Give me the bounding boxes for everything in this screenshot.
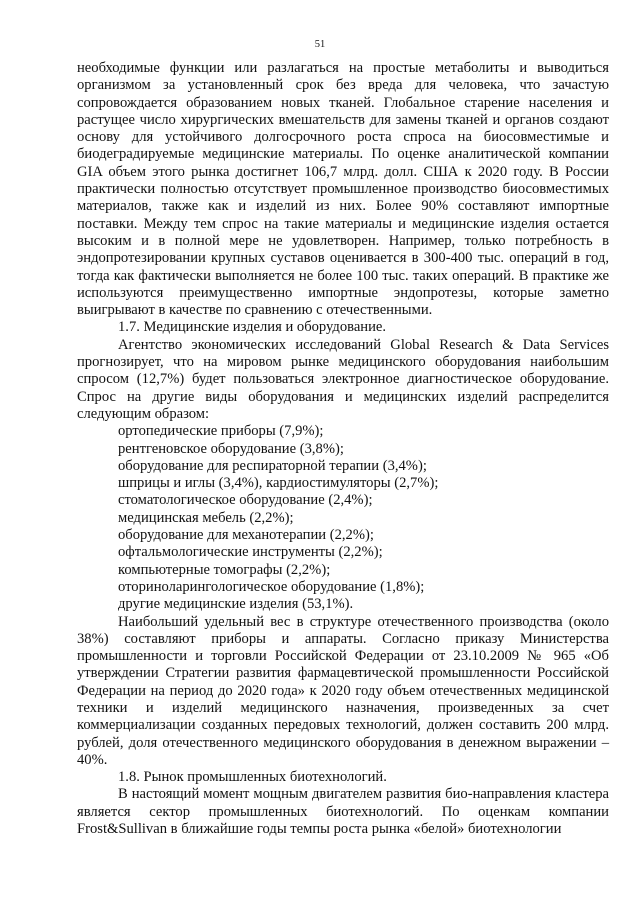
list-item: офтальмологические инструменты (2,2%); [118, 544, 383, 561]
list-item: оборудование для механотерапии (2,2%); [118, 527, 374, 544]
page-number: 51 [314, 39, 326, 50]
equipment-demand-list [77, 423, 609, 613]
list-item: оториноларингологическое оборудование (1,8%); [118, 578, 425, 595]
list-item: другие медицинские изделия (53,1%). [118, 596, 354, 613]
paragraph-biomaterials: необходимые функции или разлагаться на простые метаболиты и выводиться организмом за установленный срок без вреда для человека, что зачастую сопровождается образованием новых тканей. Глобальное старение населения и растущее число хирургических вмешательств для замены тканей и органов создают основу для устойчивого долгосрочного роста спроса на биосовместимые и биодеградируемые медицинские материалы. По оценке аналитической компании GIA объем этого рынка достигнет 106,7 млрд. долл. США к 2020 году. В России практически полностью отсутствует промышленное производство биосовместимых материалов, также как и изделий из них. Более 90% составляют импортные поставки. Между тем спрос на такие материалы и медицинские изделия остается высоким и в полной мере не удовлетворен. Например, только потребность в эндопротезировании крупных суставов оценивается в 300-400 тыс. операций в год, тогда как фактически выполняется не более 100 тыс. таких операций. В практике же используются преимущественно импортные эндопротезы, которые заметно выигрывают в качестве по сравнению с отечественными. [77, 60, 609, 319]
section-heading-1-8: 1.8. Рынок промышленных биотехнологий. [118, 769, 387, 786]
list-item: ортопедические приборы (7,9%); [118, 423, 324, 440]
list-item: оборудование для респираторной терапии (3,4%); [118, 457, 427, 474]
list-item: рентгеновское оборудование (3,8%); [118, 440, 344, 457]
list-item: стоматологическое оборудование (2,4%); [118, 492, 373, 509]
paragraph-domestic-production: Наибольший удельный вес в структуре отечественного производства (около 38%) составляют приборы и аппараты. Согласно приказу Министерства промышленности и торговли Российской Федерации от 23.10.2009 № 965 «Об утверждении Стратегии развития фармацевтической промышленности Российской Федерации на период до 2020 года» к 2020 году объем отечественных медицинской техники и изделий медицинского назначения, произведенных за счет коммерциализации созданных передовых технологий, должен составить 200 млрд. рублей, доля отечественного медицинского оборудования в денежном выражении – 40%. [77, 613, 609, 768]
paragraph-industrial-biotech: В настоящий момент мощным двигателем развития био-направления кластера является сектор промышленных биотехнологий. По оценкам компании Frost&Sullivan в ближайшие годы темпы роста рынка «белой» биотехнологии [77, 786, 609, 838]
list-item: медицинская мебель (2,2%); [118, 509, 294, 526]
paragraph-global-research: Агентство экономических исследований Global Research & Data Services прогнозирует, что на мировом рынке медицинского оборудования наибольшим спросом (12,7%) будет пользоваться электронное диагностическое оборудование. Спрос на другие виды оборудования и медицинских изделий распределится следующим образом: [77, 336, 609, 422]
page-body [77, 60, 609, 838]
section-heading-1-7: 1.7. Медицинские изделия и оборудование. [118, 319, 387, 336]
list-item: компьютерные томографы (2,2%); [118, 561, 331, 578]
list-item: шприцы и иглы (3,4%), кардиостимуляторы (2,7%); [118, 475, 439, 492]
